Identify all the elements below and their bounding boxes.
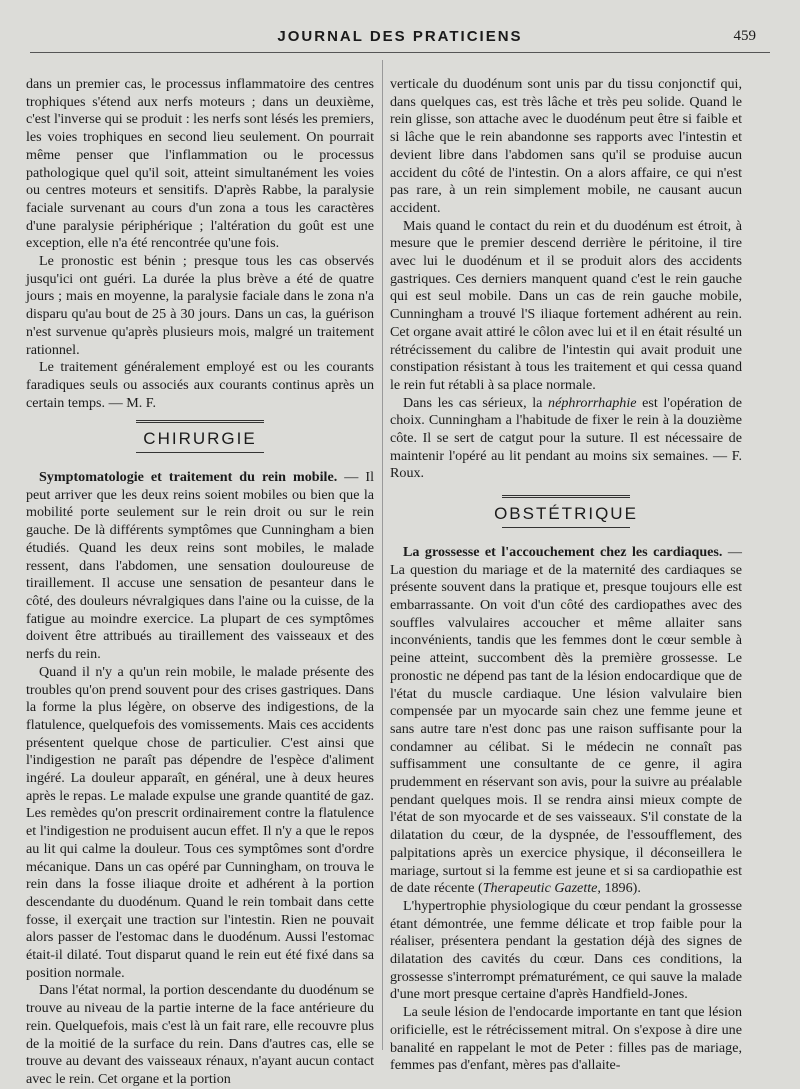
running-head bbox=[0, 28, 800, 50]
article-paragraph bbox=[26, 469, 374, 664]
header-rule bbox=[30, 52, 770, 53]
section-rule bbox=[502, 495, 630, 498]
section-rule bbox=[502, 527, 630, 528]
paragraph: Le pronostic est bénin ; presque tous les cas observés jusqu'ici ont guéri. La durée la plus brève a été de quatre jours ; mais en moyenne, la paralysie faciale dans le zona n'a disparu qu'au bout de 25 à 30 jours. Dans un cas, la guérison n'est survenue qu'après plusieurs mois, malgré un traitement rationnel. bbox=[26, 253, 374, 358]
text-run: Dans les cas sérieux, la bbox=[403, 394, 549, 411]
column-divider bbox=[382, 60, 383, 1050]
left-column bbox=[26, 76, 374, 1087]
citation-emphasis: Therapeutic Gazette bbox=[482, 880, 598, 897]
paragraph: Mais quand le contact du rein et du duodénum est étroit, à mesure que le premier descend derrière le péritoine, il tire avec lui le duodénum et il se produit alors des accidents gastriques. Ces derniers manquent quand c'est le rein gauche qui est seul mobile. Dans un cas de rein gauche mobile, Cunningham a trouvé l'S iliaque fortement adhérent au rein. Cet organe avait attiré le côlon avec lui et il en était résulté un rétrécissement du calibre de l'intestin qui avait produit une constipation résistant à tous les traitement et qui cessa quand le rein fut rétabli à sa place normale. bbox=[390, 217, 742, 393]
paragraph: Quand il n'y a qu'un rein mobile, le malade présente des troubles qu'on prend souvent pour des crises gastriques. Dans la forme la plus légère, on observe des indigestions, de la flatulence, quelquefois des vomissements. Mais ces accidents présentent quelque chose de particulier. C'est ainsi que l'indigestion ne paraît pas dépendre de l'espèce d'aliment ingéré. La douleur apparaît, en général, une à deux heures après le repas. Le malade expulse une grande quantité de gaz. Les remèdes qu'on prescrit ordinairement contre la flatulence et l'indigestion ne produisent aucun effet. Il n'y a que le repos au lit qui calme la douleur. Tous ces symptômes sont d'ordre mécanique. Dans un cas opéré par Cunningham, on trouva le rein dans la fosse iliaque droite et adhérent à la portion descendante du duodénum. Quand le rein tombait dans cette fosse, il exerçait une traction sur l'intestin. Rien ne pouvait alors passer de l'estomac dans le duodénum. Aussi l'estomac était-il dilaté. Tout disparut quand le rein eut été fixé dans sa position normale. bbox=[26, 663, 374, 981]
article-text: — Il peut arriver que les deux reins soient mobiles ou bien que la mobilité porte seulement sur le rein droit ou sur le rein gauche. De là différents symptômes que Cunningham a bien étudiés. Quand les deux reins sont mobiles, le malade ressent, dans l'abdomen, une sensation douloureuse de tiraillement. Il accuse une sensation de pesanteur dans le côté, des douleurs névralgiques dans l'aine ou la cuisse, de la fatigue au moindre exercice. La plupart de ces symptômes doivent être attribués au tiraillement des vaisseaux et des nerfs du rein. bbox=[26, 469, 374, 663]
section-heading-chirurgie: CHIRURGIE bbox=[143, 429, 257, 449]
section-rule bbox=[136, 452, 264, 453]
running-title: JOURNAL DES PRATICIENS bbox=[277, 28, 523, 45]
paragraph: Dans l'état normal, la portion descendante du duodénum se trouve au niveau de la partie interne de la face antérieure du rein. Quelquefois, mais c'est là un fait rare, elle recouvre plus de la moitié de la surface du rein. Dans d'autres cas, elle se trouve au devant des vaisseaux rénaux, n'ayant aucun contact avec le rein. Cet organe et la portion bbox=[26, 982, 374, 1087]
page-number: 459 bbox=[733, 28, 756, 44]
paragraph: La seule lésion de l'endocarde importante en tant que lésion orificielle, est le rétrécissement mitral. On s'expose à dire une banalité en rappelant le mot de Peter : filles pas de mariage, femmes pas d'enfant, mères pas d'allaite- bbox=[390, 1004, 742, 1074]
paragraph bbox=[390, 395, 742, 484]
article-paragraph bbox=[390, 544, 742, 898]
section-heading-obstetrique: OBSTÉTRIQUE bbox=[494, 504, 638, 524]
paragraph: verticale du duodénum sont unis par du tissu conjonctif qui, dans quelques cas, est très lâche et très peu solide. Quand le rein glisse, son attache avec le duodénum peut être si faible et si lâche que le rein abandonne ses rapports avec l'intestin et devient libre dans l'abdomen sans qu'il se produise aucun accident du côté de l'intestin. On a alors affaire, ce qui n'est pas rare, à un rein simplement mobile, ne causant aucun accident. bbox=[390, 76, 742, 216]
emphasis: néphrorrhaphie bbox=[548, 394, 637, 411]
paragraph: dans un premier cas, le processus inflammatoire des centres trophiques s'étend aux nerfs moteurs ; dans un deuxième, c'est l'inverse qui se produit : les nerfs sont lésés les premiers, les voies trophiques en second lieu seulement. On pourrait même penser que l'inflammation ou le processus pathologique quel qu'il soit, atteint simultanément les voies ou centres moteurs et sensitifs. D'après Rabbe, la paralysie faciale survenant au cours d'un zona a tous les caractères d'une paralysie périphérique ; l'altération du goût est une exception, elle n'a été rencontrée qu'une fois. bbox=[26, 76, 374, 252]
text-run: — La question du mariage et de la maternité des cardiaques se présente souvent dans la pratique et, presque toujours elle est embarrassante. On voit d'un côté des cardiopathes avec des souffles valvulaires accoucher et même allaiter sans inconvénients, tandis que les femmes dont le cœur semble à peine atteint, succombent dès la première grossesse. Le pronostic ne dépend pas tant de la lésion endocardique que de l'état du muscle cardiaque. Une lésion valvulaire bien compensée par un myocarde sain chez une femme jeune et sans autre tare n'est donc pas une raison suffisante pour la condamner au célibat. Si le médecin ne connaît pas suffisamment une consultante de ce genre, il agira prudemment en réservant son avis, pour la suivre au préalable pendant quelques mois. Il se rendra ainsi mieux compte de l'état de son myocarde et de ses vaisseaux. S'il constate de la dilatation du cœur, de la dyspnée, de l'essoufflement, des palpitations après un exercice physique, il déconseillera le mariage, surtout si la femme est jeune et si sa cardiopathie est de date récente ( bbox=[390, 543, 742, 897]
paragraph: L'hypertrophie physiologique du cœur pendant la grossesse étant démontrée, une femme délicate et trop faible pour la réaliser, présentera pendant la gestation déjà des signes de dilatation des cavités du cœur. Dans ces conditions, la grossesse s'interrompt prématurément, ce qui sauve la malade d'une mort presque certaine d'après Handfield-Jones. bbox=[390, 897, 742, 1003]
paragraph: Le traitement généralement employé est ou les courants faradiques seuls ou associés aux courants continus après un certain temps. — M. F. bbox=[26, 359, 374, 411]
article-title: La grossesse et l'accouchement chez les cardiaques. bbox=[403, 543, 723, 560]
text-run: est l'opération de choix. Cunningham a l'habitude de fixer le rein à la douzième côte. Il se sert de catgut pour la suture. Il est nécessaire de maintenir l'opéré au lit pendant au moins six semaines. — F. Roux. bbox=[390, 394, 742, 482]
text-run: , 1896). bbox=[597, 880, 641, 897]
section-rule bbox=[136, 420, 264, 423]
article-title: Symptomatologie et traitement du rein mobile. bbox=[39, 469, 338, 486]
right-column bbox=[390, 76, 742, 1074]
